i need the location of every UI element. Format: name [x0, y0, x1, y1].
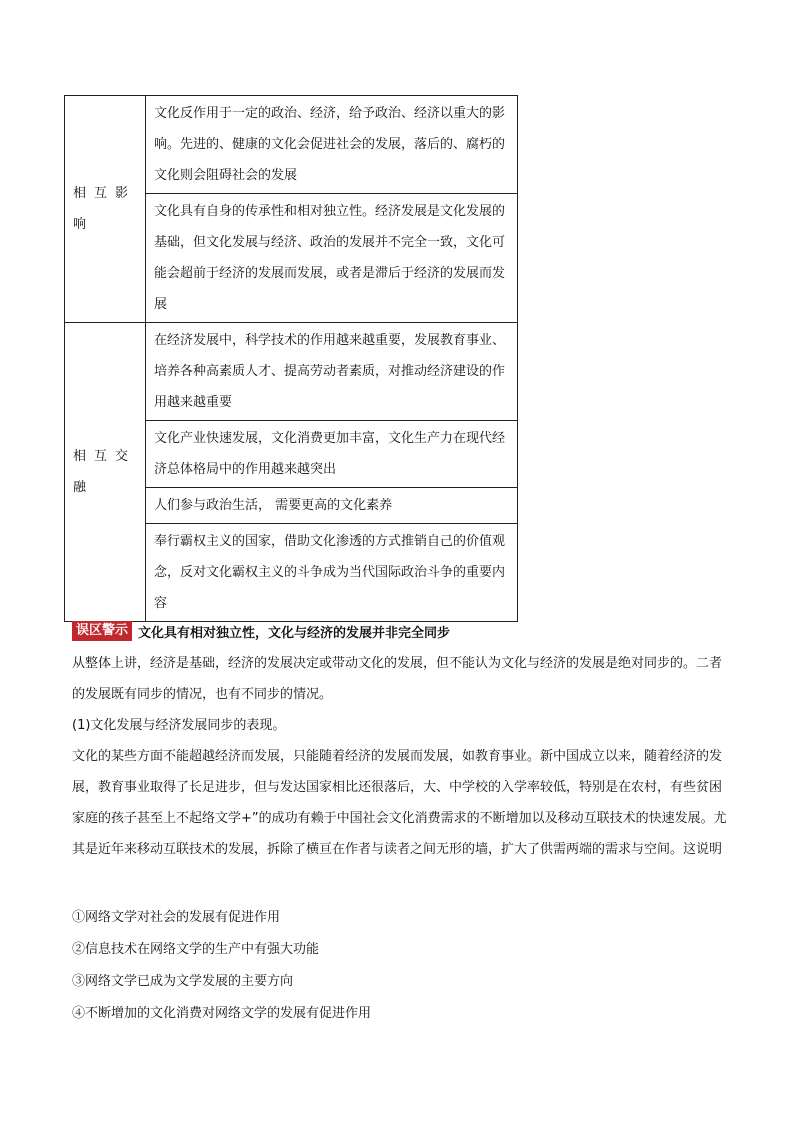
category-cell-integration: 相互交融 [65, 323, 146, 622]
body-section [72, 648, 728, 865]
answer-options [72, 902, 728, 1030]
paragraph: 文化的某些方面不能超越经济而发展，只能随着经济的发展而发展，如教育事业。新中国成立以来，随着经济的发展，教育事业取得了长足进步，但与发达国家相比还很落后，大、中学校的入学率较低，特别是在农村，有些贫困家庭的孩子甚至上不起络文学+”的成功有赖于中国社会文化消费需求的不断增加以及移动互联技术的快速发展。尤其是近年来移动互联技术的发展，拆除了横亘在作者与读者之间无形的墙，扩大了供需两端的需求与空间。这说明 [72, 749, 727, 857]
paragraph: 从整体上讲，经济是基础，经济的发展决定或带动文化的发展，但不能认为文化与经济的发展是绝对同步的。二者的发展既有同步的情况，也有不同步的情况。 [72, 656, 723, 702]
warning-badge: 误区警示 [72, 621, 132, 641]
table-cell: 奉行霸权主义的国家，借助文化渗透的方式推销自己的价值观念，反对文化霸权主义的斗争成为当代国际政治斗争的重要内容 [146, 524, 518, 622]
paragraph: (1)文化发展与经济发展同步的表现。 [72, 718, 286, 733]
table-cell: 人们参与政治生活， 需要更高的文化素养 [146, 488, 518, 524]
option-item: ①网络文学对社会的发展有促进作用 [72, 910, 281, 925]
table-cell: 文化产业快速发展，文化消费更加丰富，文化生产力在现代经济总体格局中的作用越来越突出 [146, 421, 518, 488]
option-item: ④不断增加的文化消费对网络文学的发展有促进作用 [72, 1006, 372, 1021]
warning-title: 文化具有相对独立性，文化与经济的发展并非完全同步 [138, 625, 451, 641]
table-cell: 在经济发展中，科学技术的作用越来越重要，发展教育事业、培养各种高素质人才、提高劳动者素质，对推动经济建设的作用越来越重要 [146, 323, 518, 421]
misconception-warning [72, 620, 732, 642]
option-item: ③网络文学已成为文学发展的主要方向 [72, 974, 294, 989]
comparison-table [64, 95, 518, 622]
table-cell: 文化反作用于一定的政治、经济，给予政治、经济以重大的影响。先进的、健康的文化会促进社会的发展，落后的、腐朽的文化则会阻碍社会的发展 [146, 96, 518, 194]
category-cell-influence: 相互影响 [65, 96, 146, 323]
option-item: ②信息技术在网络文学的生产中有强大功能 [72, 942, 320, 957]
table-cell: 文化具有自身的传承性和相对独立性。经济发展是文化发展的基础，但文化发展与经济、政治的发展并不完全一致，文化可能会超前于经济的发展而发展，或者是滞后于经济的发展而发展 [146, 194, 518, 323]
table-row [65, 96, 518, 194]
table-row [65, 323, 518, 421]
